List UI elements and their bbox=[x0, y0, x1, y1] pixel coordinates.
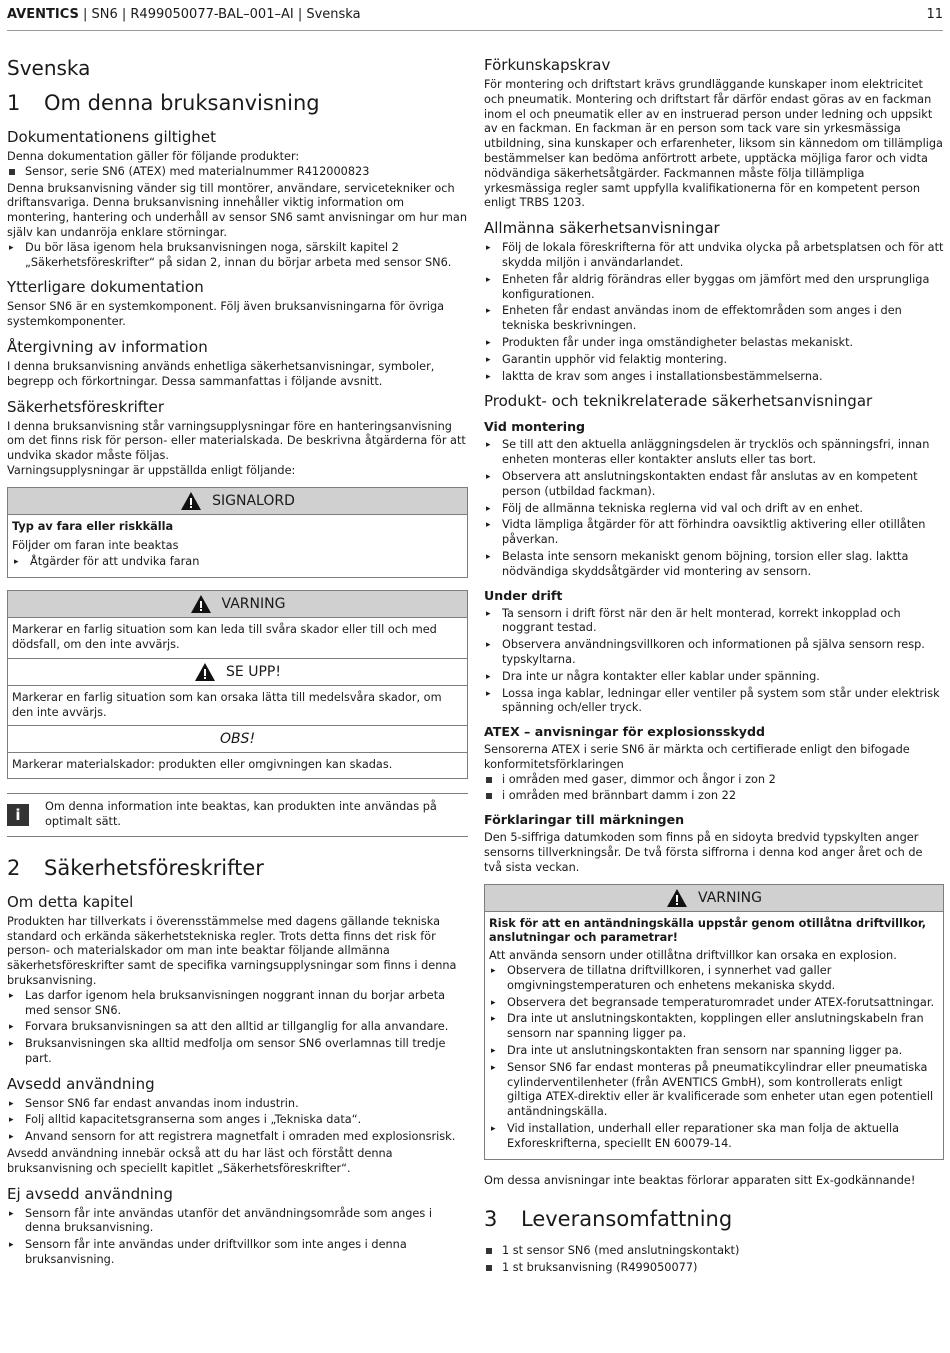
seupp-header bbox=[8, 659, 467, 686]
section-heading: Förkunskapskrav bbox=[484, 56, 611, 74]
varning-text-row bbox=[8, 618, 467, 659]
list-item: ▸ Följ de lokala föreskrifterna för att undvika olycka på arbetsplatsen och för att skydda miljön i användarlandet. bbox=[484, 241, 944, 271]
bullet-list bbox=[484, 773, 944, 805]
list-item: ▸ Ta sensorn i drift först när den är helt monterad, korrekt inkopplad och noggrant testad. bbox=[484, 607, 944, 637]
chapter-number: 3 bbox=[484, 1207, 498, 1232]
paragraph: Sensor SN6 är en systemkomponent. Följ även bruksanvisningarna för övriga systemkomponenter. bbox=[7, 300, 445, 329]
section-sakerhetsforeskrifter bbox=[7, 398, 468, 479]
list-item: ▸ Las darfor igenom hela bruksanvisningen noggrant innan du borjar arbeta med sensor SN6. bbox=[7, 989, 468, 1019]
varning-text: Markerar en farlig situation som kan leda till svåra skador eller till och med dödsfall, om den inte avvärjs. bbox=[12, 623, 437, 651]
obs-label: OBS! bbox=[219, 731, 256, 748]
list-item: i områden med gaser, dimmor och ångor i zon 2 bbox=[484, 773, 944, 788]
list-item: 1 st bruksanvisning (R499050077) bbox=[484, 1261, 944, 1276]
chapter-3-heading bbox=[484, 1206, 944, 1232]
arrow-list bbox=[489, 964, 939, 1152]
seupp-label: SE UPP! bbox=[226, 663, 281, 680]
section-avsedd bbox=[7, 1075, 468, 1177]
paragraph: Denna bruksanvisning vänder sig till montörer, användare, servicetekniker och driftansvariga. Denna bruksanvisning innehåller viktig information om montering, hantering och underhåll av sensor SN6 samt anvisningar om hur man själv kan undanröja enklare störningar. bbox=[7, 181, 467, 239]
list-item: ▸ Dra inte ur några kontakter eller kablar under spänning. bbox=[484, 670, 944, 685]
paragraph: Produkten har tillverkats i överensstämmelse med dagens gällande tekniska standard och erkända säkerhetstekniska regler. Trots detta finns det risk för person- och materialskador om man inte beaktar följande allmänna säkerhetsföreskrifter samt de specifika varningsupplysningar som finns i denna bruksanvisning. bbox=[7, 914, 457, 987]
paragraph: I denna bruksanvisning står varningsupplysningar före en hanteringsanvisning om det finns risk för person- eller materialskada. De beskrivna åtgärderna för att undvika skador måste följas. bbox=[7, 419, 466, 463]
warning-body bbox=[485, 912, 943, 1159]
arrow-list bbox=[7, 1207, 468, 1268]
list-item: ▸ Enheten får endast användas inom de effektområden som anges i den tekniska beskrivningen. bbox=[484, 304, 944, 334]
chapter-number: 1 bbox=[7, 91, 21, 115]
list-item: ▸ Produkten får under inga omständigheter belastas mekaniskt. bbox=[484, 336, 944, 351]
section-heading: Avsedd användning bbox=[7, 1074, 155, 1093]
bullet-list bbox=[7, 165, 468, 180]
section-giltighet bbox=[7, 128, 468, 270]
warning-levels-table bbox=[7, 590, 468, 779]
ex-note: Om dessa anvisningar inte beaktas förlorar apparaten sitt Ex-godkännande! bbox=[484, 1173, 916, 1187]
warning-triangle-icon bbox=[194, 662, 216, 682]
list-item: ▸ Se till att den aktuella anläggningsdelen är trycklös och spänningsfri, innan enheten monteras eller kontakter ansluts eller tas bort. bbox=[484, 438, 944, 468]
varning-label: VARNING bbox=[698, 889, 762, 906]
page-header bbox=[7, 0, 943, 31]
left-column bbox=[7, 56, 468, 1276]
paragraph: Avsedd användning innebär också att du har läst och förstått denna bruksanvisning och speciellt kapitlet „Säkerhetsföreskrifter“. bbox=[7, 1147, 393, 1175]
chapter-2-heading bbox=[7, 855, 468, 881]
language-title: Svenska bbox=[7, 56, 91, 80]
varning-header bbox=[8, 591, 467, 618]
arrow-list bbox=[7, 989, 468, 1067]
section-om-kapitel bbox=[7, 893, 468, 1067]
section-allmanna bbox=[484, 219, 944, 384]
list-item: ▸ Dra inte ut anslutningskontakten fran sensorn nar spanning ligger pa. bbox=[489, 1044, 939, 1059]
subsection-heading: Förklaringar till märkningen bbox=[484, 812, 685, 828]
section-produkt bbox=[484, 392, 944, 875]
subsection-forklaringar bbox=[484, 812, 944, 875]
list-item: ▸ Anvand sensorn for att registrera magnetfalt i omraden med explosionsrisk. bbox=[7, 1130, 468, 1145]
list-item: ▸ Sensorn får inte användas utanför det användningsområde som anges i denna bruksanvisning. bbox=[7, 1207, 468, 1237]
varning-label: VARNING bbox=[221, 596, 286, 613]
obs-text-row bbox=[8, 753, 467, 778]
subsection-atex bbox=[484, 724, 944, 804]
list-item: ▸ Sensorn får inte användas under driftvillkor som inte anges i denna bruksanvisning. bbox=[7, 1238, 468, 1268]
chapter-title: Om denna bruksanvisning bbox=[44, 91, 320, 115]
list-item: ▸ Enheten får aldrig förändras eller byggas om jämfört med den ursprungliga konfigurationen. bbox=[484, 273, 944, 303]
section-heading: Återgivning av information bbox=[7, 337, 208, 356]
subsection-montering bbox=[484, 419, 944, 579]
signalord-box bbox=[7, 487, 468, 578]
section-heading: Dokumentationens giltighet bbox=[7, 128, 216, 146]
chapter-1-heading bbox=[7, 90, 468, 116]
list-item: ▸ Observera att anslutningskontakten endast får anslutas av en kompetent person (utbildad fackman). bbox=[484, 470, 944, 500]
list-item: ▸ Forvara bruksanvisningen sa att den alltid ar tillganglig for alla anvandare. bbox=[7, 1020, 468, 1035]
warning-triangle-icon bbox=[666, 888, 688, 908]
section-heading: Ej avsedd användning bbox=[7, 1184, 173, 1203]
list-item: ▸ Sensor SN6 far endast anvandas inom industrin. bbox=[7, 1097, 468, 1112]
list-item: 1 st sensor SN6 (med anslutningskontakt) bbox=[484, 1244, 944, 1259]
info-text: Om denna information inte beaktas, kan produkten inte användas på optimalt sätt. bbox=[45, 800, 437, 828]
subsection-heading: Under drift bbox=[484, 587, 563, 603]
warning-triangle-icon bbox=[190, 594, 212, 614]
warning-text: Att använda sensorn under otillåtna driftvillkor kan orsaka en explosion. bbox=[489, 949, 897, 963]
paragraph: Sensorerna ATEX i serie SN6 är märkta och certifierade enligt den bifogade konformitetsförklaringen bbox=[484, 743, 910, 771]
info-icon: i bbox=[7, 804, 29, 826]
section-heading: Om detta kapitel bbox=[7, 892, 134, 911]
hazard-consequence: Följder om faran inte beaktas bbox=[12, 538, 179, 552]
chapter-number: 2 bbox=[7, 855, 21, 880]
section-atergivning bbox=[7, 338, 468, 390]
list-item: ▸ Bruksanvisningen ska alltid medfolja om sensor SN6 overlamnas till tredje part. bbox=[7, 1037, 468, 1067]
list-item: ▸ Belasta inte sensorn mekaniskt genom böjning, torsion eller slag. laktta nödvändiga skyddsåtgärder vid montering av sensorn. bbox=[484, 550, 944, 580]
seupp-text-row bbox=[8, 686, 467, 727]
paragraph: Denna dokumentation gäller för följande produkter: bbox=[7, 150, 300, 163]
paragraph: För montering och driftstart krävs grundläggande kunskaper inom elektricitet och pneumatik. Montering och driftstart får därför endast göras av en fackman inom el och pneumatik eller av en instruerad person under ledning och uppsikt av en fackman. En fackman är en person som tack vare sin yrkesmässiga utbildning, sina kunskaper och erfarenheter, liksom sin kännedom om tillämpliga bestämmelser kan bedöma anförtrott arbete, upptäcka möjliga faror och vidta nödvändiga säkerhetsåtgärder. Fackmannen måste följa tillämpliga yrkesmässiga regler samt uppfylla kvalifikationerna för en kompetent person enligt TRBS 1203. bbox=[484, 78, 943, 210]
seupp-text: Markerar en farlig situation som kan orsaka lätta till medelsvåra skador, om den inte avvärjs. bbox=[12, 690, 442, 719]
list-item: ▸ Sensor SN6 far endast monteras på pneumatikcylindrar eller pneumatiska cylinderventilenheter (från AVENTICS GmbH), som kontrollerats enligt giltiga ATEX-direktiv eller är kvalificerade som enheter utan egen potentiell antändningskälla. bbox=[489, 1061, 939, 1120]
list-item: ▸ Vid installation, underhall eller reparationer ska man folja de aktuella Exforeskrifterna, speciellt EN 60079-14. bbox=[489, 1122, 939, 1152]
arrow-list bbox=[12, 555, 463, 570]
list-item: ▸ Lossa inga kablar, ledningar eller ventiler på system som står under elektrisk spänning och/eller tryck. bbox=[484, 687, 944, 717]
list-item: ▸ laktta de krav som anges i installationsbestämmelserna. bbox=[484, 370, 944, 385]
atex-warning-box bbox=[484, 884, 944, 1160]
chapter-title: Leveransomfattning bbox=[521, 1207, 733, 1232]
header-doc-info bbox=[7, 0, 361, 30]
varning-header bbox=[485, 885, 943, 912]
paragraph: I denna bruksanvisning används enhetliga säkerhetsanvisningar, symboler, begrepp och förkortningar. Dessa sammanfattas i följande avsnitt. bbox=[7, 359, 435, 388]
arrow-list bbox=[484, 438, 944, 579]
section-heading: Säkerhetsföreskrifter bbox=[7, 397, 165, 416]
arrow-list bbox=[7, 241, 468, 271]
section-ytterligare bbox=[7, 278, 468, 330]
paragraph: Varningsupplysningar är uppställda enligt följande: bbox=[7, 463, 296, 477]
chapter-title: Säkerhetsföreskrifter bbox=[44, 855, 264, 880]
subsection-heading: Vid montering bbox=[484, 419, 586, 435]
header-brand: AVENTICS bbox=[7, 7, 79, 22]
subsection-heading: ATEX – anvisningar för explosionsskydd bbox=[484, 724, 765, 740]
arrow-list bbox=[7, 1097, 468, 1145]
list-item: ▸ Du bör läsa igenom hela bruksanvisningen noga, särskilt kapitel 2 „Säkerhetsföreskrifter“ på sidan 2, innan du börjar arbeta med sensor SN6. bbox=[7, 241, 468, 271]
section-forkunskap bbox=[484, 56, 944, 211]
obs-header bbox=[8, 726, 467, 753]
list-item: ▸ Folj alltid kapacitetsgranserna som anges i „Tekniska data“. bbox=[7, 1113, 468, 1128]
subsection-drift bbox=[484, 588, 944, 717]
info-note bbox=[7, 793, 468, 837]
section-heading: Allmänna säkerhetsanvisningar bbox=[484, 219, 720, 238]
section-ej-avsedd bbox=[7, 1185, 468, 1268]
paragraph: Den 5-siffriga datumkoden som finns på en sidoyta bredvid typskylten anger sensorns tillverkningsår. De två första siffrorna i denna kod anger året och de två sista veckan. bbox=[484, 831, 923, 874]
list-item: ▸ Observera användningsvillkoren och informationen på själva sensorn resp. typskyltarna. bbox=[484, 638, 944, 668]
list-item: ▸ Följ de allmänna tekniska reglerna vid val och drift av en enhet. bbox=[484, 502, 944, 517]
list-item: ▸ Åtgärder för att undvika faran bbox=[12, 555, 463, 570]
hazard-type: Typ av fara eller riskkälla bbox=[12, 519, 174, 533]
list-item: ▸ Dra inte ut anslutningskontakten, kopplingen eller anslutningskabeln fran sensorn nar spanning ligger pa. bbox=[489, 1012, 939, 1042]
page-number: 11 bbox=[926, 7, 943, 22]
list-item: Sensor, serie SN6 (ATEX) med materialnummer R412000823 bbox=[7, 165, 468, 180]
warning-title: Risk för att en antändningskälla uppstår genom otillåtna driftvillkor, anslutningar och parametrar! bbox=[489, 916, 927, 945]
arrow-list bbox=[484, 607, 944, 717]
signalord-header bbox=[8, 488, 467, 515]
section-heading: Produkt- och teknikrelaterade säkerhetsanvisningar bbox=[484, 392, 873, 411]
obs-text: Markerar materialskador: produkten eller omgivningen kan skadas. bbox=[12, 758, 393, 772]
header-doc-id: | SN6 | R499050077-BAL–001–AI | Svenska bbox=[78, 7, 361, 22]
list-item: ▸ Observera det begransade temperaturomradet under ATEX-forutsattningar. bbox=[489, 996, 939, 1011]
list-item: ▸ Observera de tillatna driftvillkoren, i synnerhet vad galler omgivningstemperaturen och enhetens mekaniska skydd. bbox=[489, 964, 939, 994]
signalord-body bbox=[8, 515, 467, 577]
right-column bbox=[484, 56, 944, 1278]
list-item: ▸ Vidta lämpliga åtgärder för att förhindra oavsiktlig aktivering eller otillåten påverkan. bbox=[484, 518, 944, 548]
list-item: i områden med brännbart damm i zon 22 bbox=[484, 789, 944, 804]
section-heading: Ytterligare dokumentation bbox=[7, 278, 204, 297]
signalord-label: SIGNALORD bbox=[212, 492, 295, 509]
list-item: ▸ Garantin upphör vid felaktig montering. bbox=[484, 353, 944, 368]
bullet-list bbox=[484, 1244, 944, 1276]
warning-triangle-icon bbox=[180, 491, 202, 511]
arrow-list bbox=[484, 241, 944, 384]
